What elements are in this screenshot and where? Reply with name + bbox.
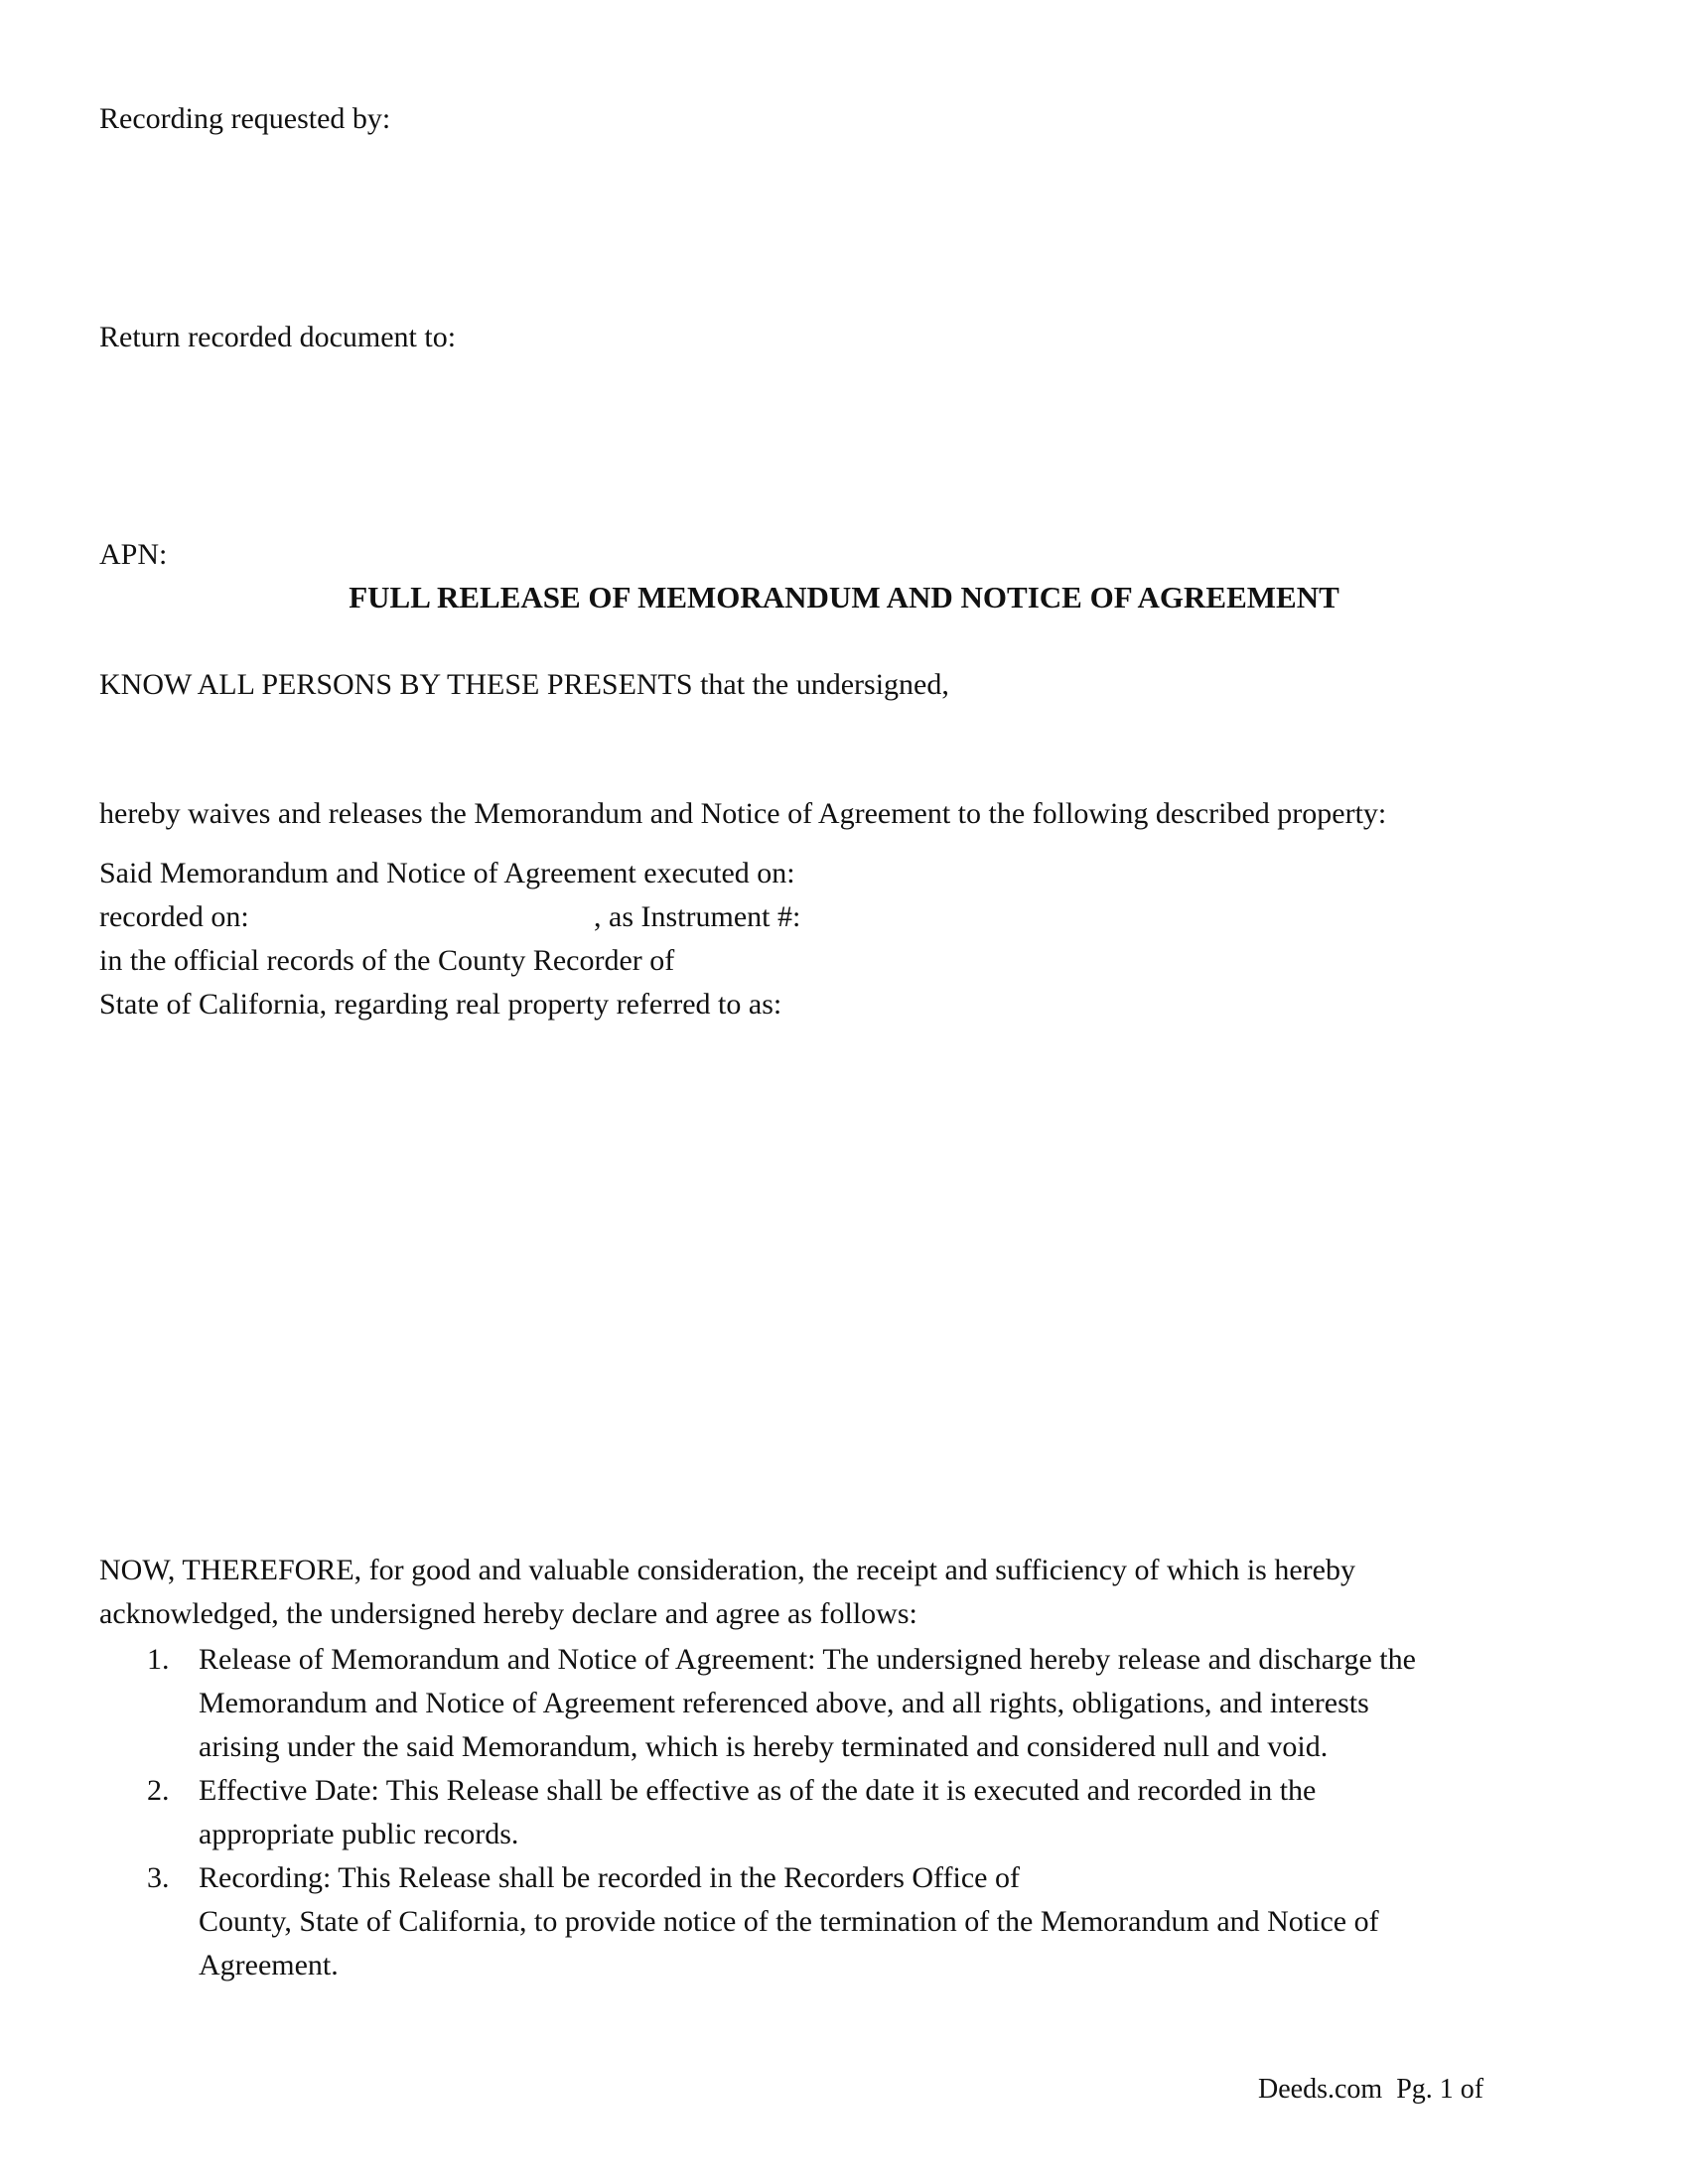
footer-site: Deeds.com [1258,2074,1383,2105]
list-item-line: Agreement. [199,1949,339,1981]
list-item-line: arising under the said Memorandum, which is hereby terminated and considered null and void. [199,1730,1329,1763]
list-item-text [199,1638,1589,1769]
list-item-line: Memorandum and Notice of Agreement referenced above, and all rights, obligations, and interests [199,1687,1369,1719]
recorded-on-label: recorded on: [99,900,249,933]
waives-releases-text: hereby waives and releases the Memorandum and Notice of Agreement to the following described property: [99,797,1387,830]
list-item-text [199,1769,1589,1856]
instrument-number-label: , as Instrument #: [594,900,801,933]
footer-page-number: Pg. 1 of [1396,2074,1484,2105]
list-item-line: Release of Memorandum and Notice of Agreement: The undersigned hereby release and discharge the [199,1643,1416,1676]
document-title: FULL RELEASE OF MEMORANDUM AND NOTICE OF AGREEMENT [349,580,1339,614]
list-item-text [199,1856,1589,1987]
know-all-persons-text: KNOW ALL PERSONS BY THESE PRESENTS that the undersigned, [99,668,949,701]
list-item-line: Recording: This Release shall be recorded in the Recorders Office of [199,1861,1020,1894]
now-therefore-line-2: acknowledged, the undersigned hereby declare and agree as follows: [99,1597,917,1630]
list-item-number: 3. [147,1861,170,1894]
recording-requested-label: Recording requested by: [99,102,391,135]
list-item-line: County, State of California, to provide notice of the termination of the Memorandum and Notice of [199,1905,1379,1938]
now-therefore-line-1: NOW, THEREFORE, for good and valuable consideration, the receipt and sufficiency of which is hereby [99,1554,1355,1586]
return-to-label: Return recorded document to: [99,321,457,353]
executed-on-label: Said Memorandum and Notice of Agreement executed on: [99,857,795,889]
apn-label: APN: [99,538,168,571]
list-item-number: 2. [147,1774,170,1807]
state-of-california-text: State of California, regarding real property referred to as: [99,988,782,1021]
list-item-line: Effective Date: This Release shall be effective as of the date it is executed and recorded in the [199,1774,1317,1807]
page-footer [1258,2073,1483,2107]
official-records-text: in the official records of the County Recorder of [99,944,675,977]
list-item-line: appropriate public records. [199,1818,519,1850]
list-item-number: 1. [147,1643,170,1676]
